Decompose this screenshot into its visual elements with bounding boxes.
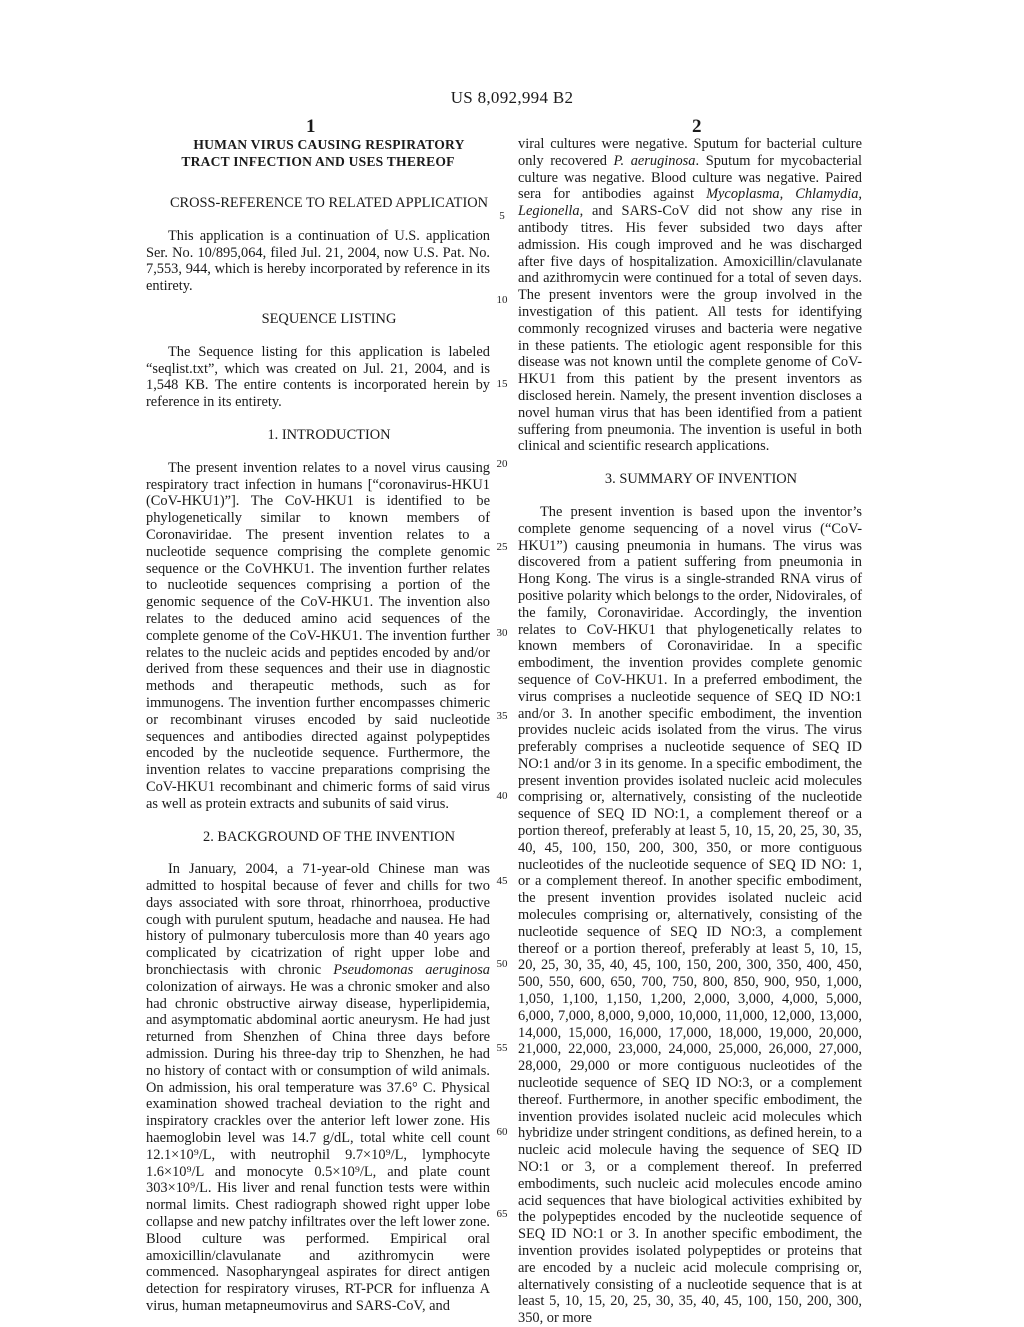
line-number: 35 bbox=[496, 710, 508, 722]
line-number: 25 bbox=[496, 541, 508, 553]
line-number: 50 bbox=[496, 958, 508, 970]
heading-introduction: 1. INTRODUCTION bbox=[267, 426, 391, 443]
paragraph-sequence-listing: The Sequence listing for this application is labeled “seqlist.txt”, which was created on Jul. 21, 2004, and is 1,548 KB. The entire contents is incorporated herein by reference in its entirety. bbox=[146, 343, 490, 411]
line-number: 15 bbox=[496, 378, 508, 390]
heading-summary: 3. SUMMARY OF INVENTION bbox=[604, 471, 798, 488]
line-number: 65 bbox=[496, 1208, 508, 1220]
line-number: 45 bbox=[496, 875, 508, 887]
heading-sequence-listing: SEQUENCE LISTING bbox=[261, 310, 397, 327]
paragraph-background: In January, 2004, a 71-year-old Chinese man was admitted to hospital because of fever and chills for two days associated with sore throat, rhinorrhoea, productive cough with purulent sputum, headache and nausea. He had history of pulmonary tuberculosis more than 40 years ago complicated by cicatrization of right upper lobe and bronchiectasis with chronic Pseudomonas aeruginosa colonization of airways. He was a chronic smoker and also had chronic obstructive airway disease, hyperlipidemia, and asymptomatic abdominal aortic aneurysm. He had just returned from Shenzhen of China three days before admission. During his three-day trip to Shenzhen, he had no history of contact with or consumption of wild animals. On admission, his oral temperature was 37.6° C. Physical examination showed tracheal deviation to the right and inspiratory crackles over the anterior left lower zone. His haemoglobin level was 14.7 g/dL, total white cell count 12.1×10⁹/L, with neutrophil 9.7×10⁹/L, lymphocyte 1.6×10⁹/L and monocyte 0.5×10⁹/L, and plate count 303×10⁹/L. His liver and renal function tests were within normal limits. Chest radiograph showed right upper lobe collapse and new patchy infiltrates over the left lower zone. Blood culture was performed. Empirical oral amoxicillin/clavulanate and azithromycin were commenced. Nasopharyngeal aspirates for direct antigen detection for respiratory viruses, RT-PCR for influenza A virus, human metapneumovirus and SARS-CoV, and bbox=[146, 861, 490, 1315]
heading-background: 2. BACKGROUND OF THE INVENTION bbox=[203, 828, 455, 845]
document-title: HUMAN VIRUS CAUSING RESPIRATORY TRACT INFECTION AND USES THEREOF bbox=[181, 137, 465, 169]
line-number: 5 bbox=[499, 210, 505, 222]
line-number: 40 bbox=[496, 790, 508, 802]
line-number: 55 bbox=[496, 1042, 508, 1054]
line-number: 30 bbox=[496, 627, 508, 639]
paragraph-background-continued: viral cultures were negative. Sputum for bacterial culture only recovered P. aeruginosa. Sputum for mycobacterial culture was negative. Blood culture was negative. Paired sera for antibodies against Mycoplasma, Chlamydia, Legionella, and SARS-CoV did not show any rise in antibody titres. His fever subsided two days after admission. His cough improved and he was discharged after five days of hospitalization. Amoxicillin/clavulanate and azithromycin were continued for a total of seven days. The present inventors were the group involved in the investigation of this patient. All tests for identifying commonly recognized viruses and bacteria were negative in these patients. The etiologic agent responsible for this disease was not known until the complete genome of CoV-HKU1 from this patient by the present inventors as disclosed herein. Namely, the present invention discloses a novel human virus that has been identified from a patient suffering from pneumonia. The invention is useful in both clinical and scientific research applications. bbox=[518, 136, 862, 455]
page-number-left: 1 bbox=[306, 116, 316, 137]
page-number-right: 2 bbox=[692, 116, 702, 137]
left-column bbox=[146, 136, 490, 1315]
line-number: 20 bbox=[496, 458, 508, 470]
right-column bbox=[518, 136, 862, 1327]
line-number: 60 bbox=[496, 1126, 508, 1138]
heading-cross-reference: CROSS-REFERENCE TO RELATED APPLICATION bbox=[169, 195, 489, 211]
paragraph-cross-reference: This application is a continuation of U.S. application Ser. No. 10/895,064, filed Jul. 21, 2004, now U.S. Pat. No. 7,553, 944, which is hereby incorporated by reference in its entirety. bbox=[146, 227, 490, 295]
paragraph-summary: The present invention is based upon the inventor’s complete genome sequencing of a novel virus (“CoV-HKU1”) causing pneumonia in humans. The virus was discovered from a patient suffering from pneumonia in Hong Kong. The virus is a single-stranded RNA virus of positive polarity which belongs to the order, Nidovirales, of the family, Coronaviridae. Accordingly, the invention relates to CoV-HKU1 that phylogenetically relates to known members of Coronaviridae. In a specific embodiment, the invention provides complete genomic sequence of CoV-HKU1. In a preferred embodiment, the virus comprises a nucleotide sequence of SEQ ID NO:1 and/or 3. In another specific embodiment, the invention provides nucleic acids isolated from the virus. The virus preferably comprises a nucleotide sequence of SEQ ID NO:1 and/or 3 in its genome. In a specific embodiment, the present invention provides isolated nucleic acid molecules comprising or, alternatively, consisting of the nucleotide sequence of SEQ ID NO:1, a complement thereof or a portion thereof, preferably at least 5, 10, 15, 20, 25, 30, 35, 40, 45, 100, 150, 200, 300, 350, or more contiguous nucleotides of the nucleotide sequence of SEQ ID NO: 1, or a complement thereof. In another specific embodiment, the present invention provides isolated nucleic acid molecules comprising or, alternatively, consisting of the nucleotide sequence of SEQ ID NO:3, a complement thereof or a portion thereof, preferably at least 5, 10, 15, 20, 25, 30, 35, 40, 45, 100, 150, 200, 300, 350, 400, 450, 500, 550, 600, 650, 700, 750, 800, 850, 900, 950, 1,000, 1,050, 1,100, 1,150, 1,200, 2,000, 3,000, 4,000, 5,000, 6,000, 7,000, 8,000, 9,000, 10,000, 11,000, 12,000, 13,000, 14,000, 15,000, 16,000, 17,000, 18,000, 19,000, 20,000, 21,000, 22,000, 23,000, 24,000, 25,000, 26,000, 27,000, 28,000, 29,000 or more contiguous nucleotides of the nucleotide sequence of SEQ ID NO:3, or a complement thereof. Furthermore, in another specific embodiment, the invention provides isolated nucleic acid molecules which hybridize under stringent conditions, as defined herein, to a nucleic acid molecule having the sequence of SEQ ID NO:1 or 3, or a complement thereof. In preferred embodiments, such nucleic acid molecules encode amino acid sequences that have biological activities exhibited by the polypeptides encoded by the nucleotide sequence of SEQ ID NO:1 or 3. In another specific embodiment, the invention provides isolated polypeptides or proteins that are encoded by a nucleic acid molecule comprising or, alternatively consisting of a nucleotide sequence that is at least 5, 10, 15, 20, 25, 30, 35, 40, 45, 100, 150, 200, 300, 350, or more bbox=[518, 503, 862, 1327]
line-number: 10 bbox=[496, 294, 508, 306]
patent-number: US 8,092,994 B2 bbox=[450, 88, 574, 107]
paragraph-introduction: The present invention relates to a novel virus causing respiratory tract infection in humans [“coronavirus-HKU1 (CoV-HKU1)”]. The CoV-HKU1 is identified to be phylogenetically similar to known members of Coronaviridae. The present invention relates to a nucleotide sequence comprising the complete genomic sequence or the CoVHKU1. The invention further relates to nucleotide sequences comprising a portion of the genomic sequence of the CoV-HKU1. The invention also relates to the deduced amino acid sequences of the complete genome of the CoV-HKU1. The invention further relates to the nucleic acids and peptides encoded by and/or derived from these sequences and their use in diagnostic methods and therapeutic methods, such as for immunogens. The invention further encompasses chimeric or recombinant viruses encoded by said nucleotide sequences and antibodies directed against polypeptides encoded by the nucleotide sequence. Furthermore, the invention relates to vaccine preparations comprising the CoV-HKU1 recombinant and chimeric forms of said virus as well as protein extracts and subunits of said virus. bbox=[146, 459, 490, 812]
